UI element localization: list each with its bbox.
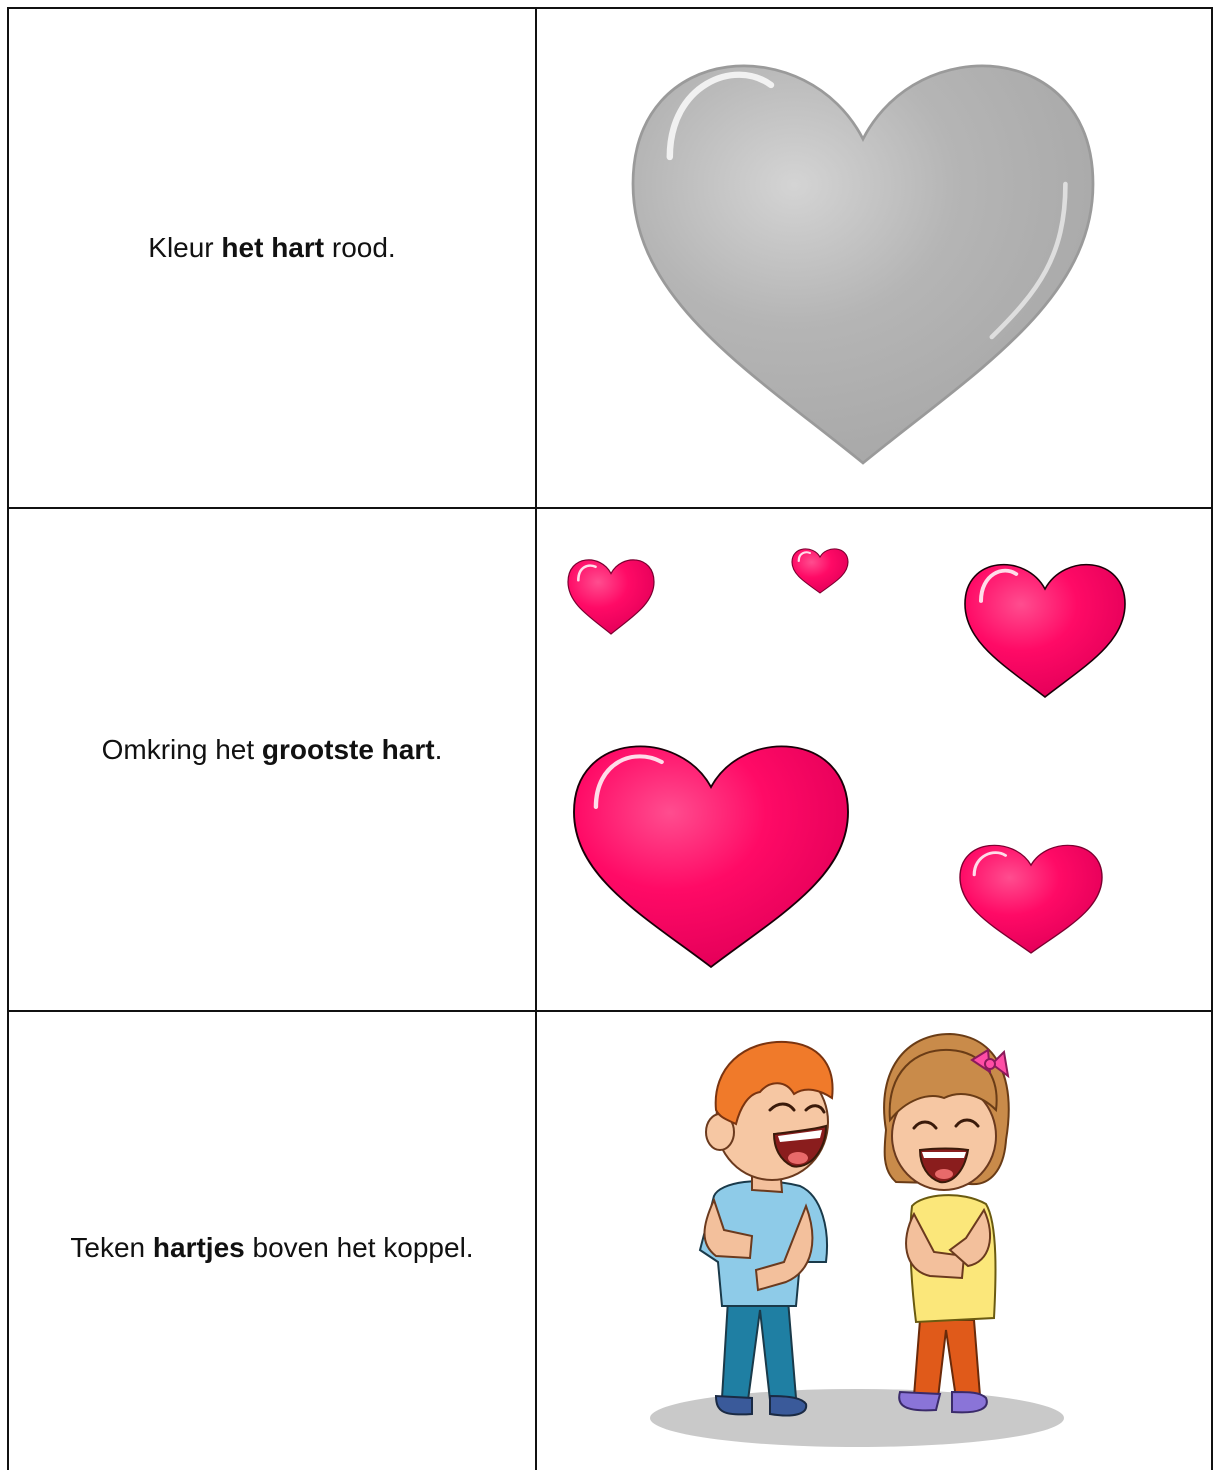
small-heart-1-icon bbox=[568, 560, 654, 634]
instruction-3-post: boven het koppel. bbox=[244, 1232, 474, 1263]
ground-shadow bbox=[650, 1389, 1064, 1447]
largest-heart-icon bbox=[574, 746, 848, 967]
medium-heart-icon bbox=[965, 565, 1125, 697]
instruction-2-pre: Omkring het bbox=[101, 734, 262, 765]
instruction-3-bold: hartjes bbox=[152, 1232, 245, 1263]
instruction-2-bold: grootste hart bbox=[261, 734, 435, 765]
laughing-girl-icon bbox=[884, 1034, 1009, 1412]
grey-heart-icon bbox=[633, 66, 1093, 463]
instruction-1-pre: Kleur bbox=[148, 232, 222, 263]
instruction-2-post: . bbox=[434, 734, 443, 765]
instruction-3-pre: Teken bbox=[70, 1232, 153, 1263]
instruction-1-post: rood. bbox=[324, 232, 396, 263]
laughing-boy-icon bbox=[700, 1042, 833, 1416]
small-heart-2-icon bbox=[960, 845, 1102, 953]
smallest-heart-icon bbox=[792, 549, 848, 593]
instruction-1-bold: het hart bbox=[221, 232, 325, 263]
